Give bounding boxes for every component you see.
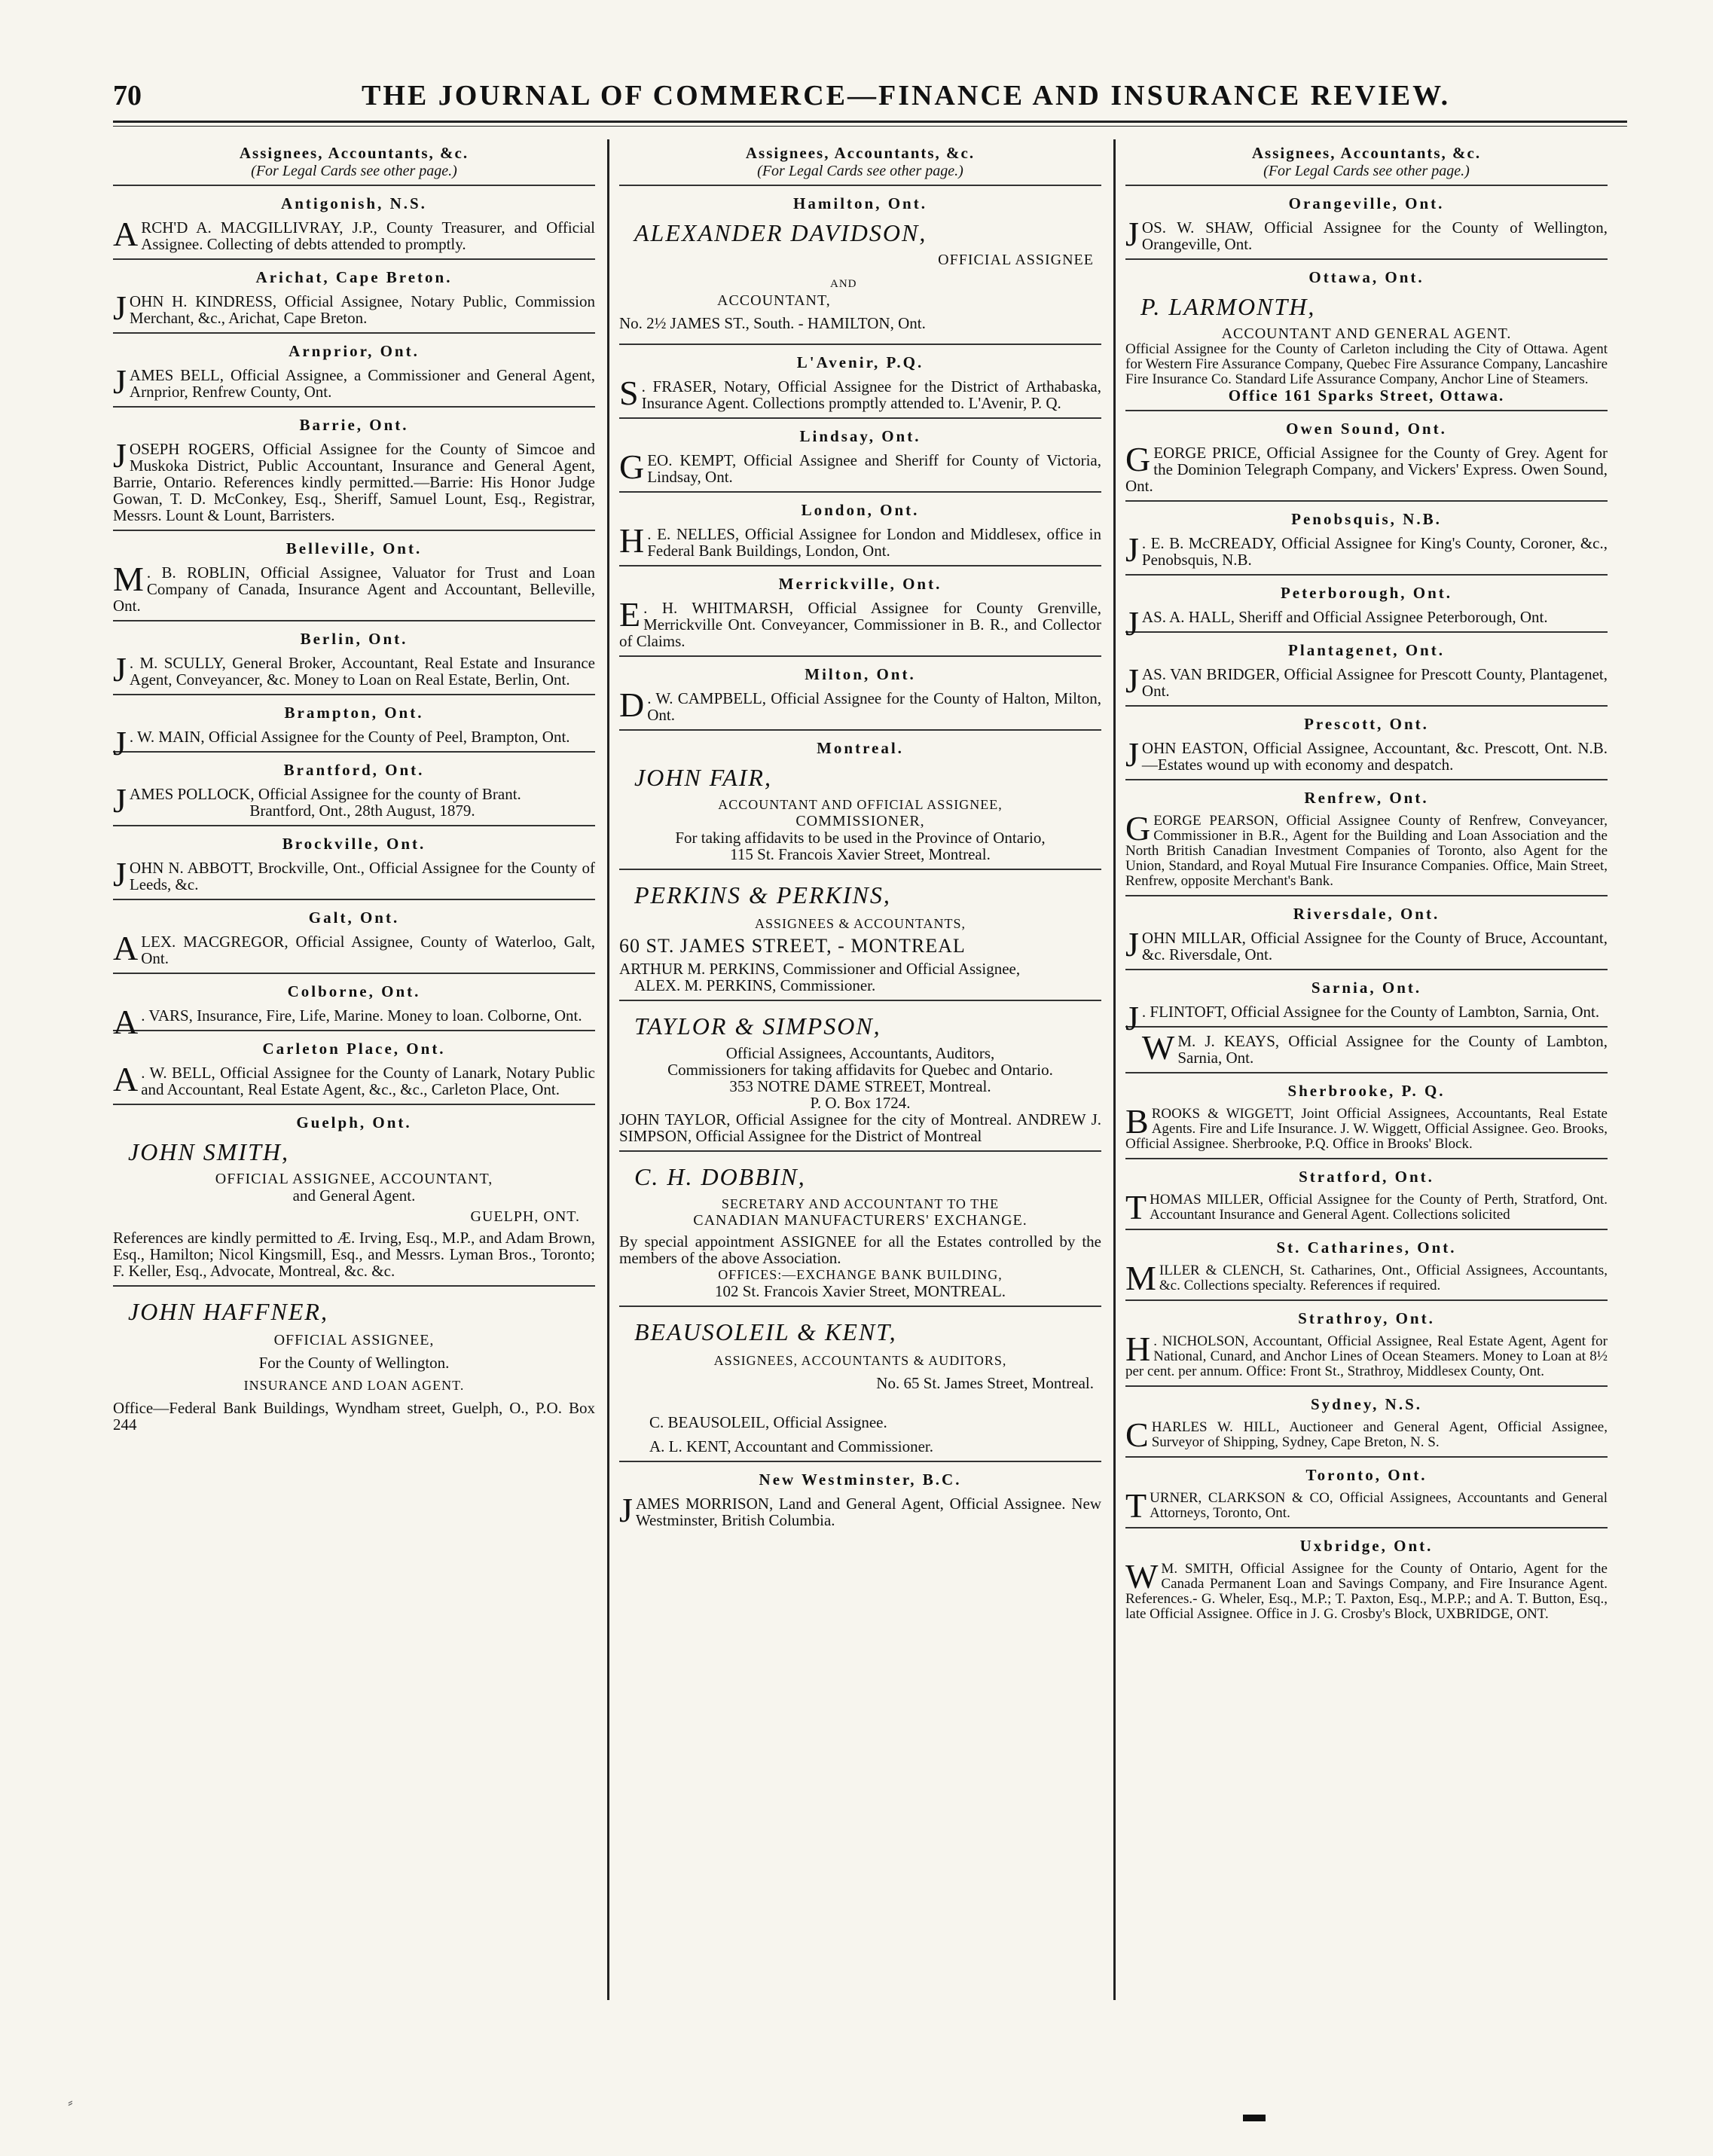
initial-letter: J: [1125, 215, 1139, 253]
initial-letter: B: [1125, 1102, 1149, 1141]
listing-body: Official Assignee for the County of Carleton including the City of Ottawa. Agent for Western Fire Assurance Company, Quebec Fire Assurance Company, Lancashire Fire Insurance Co. Standard Life Assurance Company, Anchor Line of Steamers.: [1125, 341, 1608, 387]
initial-letter: J: [1125, 925, 1139, 963]
listing-text: [1125, 215, 1608, 253]
place-name: Antigonish, N.S.: [281, 194, 427, 212]
listing-entry: [1125, 1072, 1608, 1158]
listing-body: URNER, CLARKSON & CO, Official Assignees, Accountants and General Attorneys, Toronto, Ont.: [1150, 1490, 1608, 1521]
listing-text: [1125, 604, 1608, 643]
place-name: L'Avenir, P.Q.: [796, 353, 924, 371]
listing-entry: [1125, 779, 1608, 895]
listing-entry: [113, 825, 595, 899]
initial-letter: J: [619, 1491, 633, 1529]
initial-letter: J: [113, 724, 127, 762]
listing-text: [1125, 735, 1608, 774]
listing-text: [113, 436, 595, 524]
listing-text: [113, 650, 595, 689]
listing-entry: [619, 565, 1101, 655]
listing-text: [113, 560, 595, 615]
place-name: Montreal.: [817, 739, 904, 757]
initial-letter: J: [113, 289, 127, 327]
initial-letter: C: [1125, 1415, 1149, 1454]
listing-location: GUELPH, ONT.: [470, 1208, 580, 1225]
listing-entry: [1125, 1158, 1608, 1229]
column-subheading: (For Legal Cards see other page.): [1263, 163, 1470, 179]
column-2: [619, 139, 1101, 2000]
place-name: Toronto, Ont.: [1305, 1466, 1428, 1484]
listing-title: ASSIGNEES & ACCOUNTANTS,: [754, 916, 966, 931]
listing-body: . FLINTOFT, Official Assignee for the County of Lambton, Sarnia, Ont.: [1141, 1003, 1600, 1021]
initial-letter: A: [113, 1003, 139, 1041]
listing-entry: [113, 1285, 595, 1439]
listing-entry: [113, 332, 595, 406]
place-name: Guelph, Ont.: [296, 1113, 412, 1131]
listing-text: [113, 929, 595, 967]
listing-text: [619, 686, 1101, 724]
listing-body: . VARS, Insurance, Fire, Life, Marine. Money to loan. Colborne, Ont.: [141, 1006, 582, 1025]
listing-title: ASSIGNEES, ACCOUNTANTS & AUDITORS,: [713, 1353, 1007, 1368]
place-name: Arnprior, Ont.: [289, 342, 420, 360]
listing-address: No. 65 St. James Street, Montreal.: [876, 1374, 1094, 1392]
listing-text: [619, 447, 1101, 486]
listing-entry: [113, 1030, 595, 1104]
initial-letter: H: [619, 521, 645, 560]
listing-body: . NICHOLSON, Accountant, Official Assignee, Real Estate Agent, Agent for National, Cunard, and Anchor Lines of Ocean Steamers. Money to Loan at 8½ per cent. per annum. Office: Front St., Strathroy, Middlesex County, Ont.: [1125, 1333, 1608, 1379]
place-name: Arichat, Cape Breton.: [255, 268, 453, 286]
listing-entry: [113, 694, 595, 762]
column-heading: Assignees, Accountants, &c.: [1251, 144, 1482, 162]
initial-letter: J: [1125, 661, 1139, 700]
display-name: PERKINS & PERKINS,: [634, 881, 891, 909]
listing-text: [113, 215, 595, 253]
listing-body: EO. KEMPT, Official Assignee and Sheriff for County of Victoria, Lindsay, Ont.: [647, 451, 1101, 486]
listing-body: C. BEAUSOLEIL, Official Assignee.: [649, 1413, 887, 1431]
scan-artifact: ⸗: [68, 2094, 73, 2111]
listing-entry: [619, 1150, 1101, 1306]
listing-subtitle: For taking affidavits to be used in the Province of Ontario,: [675, 829, 1046, 847]
listing-text: [1125, 1486, 1608, 1525]
header-rule-thin: [113, 126, 1627, 127]
initial-letter: G: [1125, 440, 1151, 478]
listing-body: . FRASER, Notary, Official Assignee for the District of Arthabaska, Insurance Agent. Collections promptly attended to. L'Avenir, P. Q.: [641, 377, 1101, 412]
column-subheading: (For Legal Cards see other page.): [251, 163, 457, 179]
place-name: Owen Sound, Ont.: [1286, 420, 1447, 438]
initial-letter: W: [1141, 1028, 1175, 1067]
listing-entry: [1125, 705, 1608, 779]
listing-entry: [1125, 1385, 1608, 1456]
listing-entry: [619, 1461, 1101, 1535]
listing-address: OFFICES:—EXCHANGE BANK BUILDING,: [718, 1267, 1003, 1282]
listing-body: AMES BELL, Official Assignee, a Commissioner and General Agent, Arnprior, Renfrew County, Ont.: [129, 366, 595, 401]
listing-entry: [113, 751, 595, 825]
listing-body: A. L. KENT, Accountant and Commissioner.: [649, 1437, 933, 1455]
place-name: Prescott, Ont.: [1304, 715, 1429, 733]
listing-text: [1125, 1557, 1608, 1622]
listing-body: ARTHUR M. PERKINS, Commissioner and Official Assignee,: [619, 960, 1021, 978]
listing-entry: [1125, 185, 1608, 258]
listing-subtitle: Commissioners for taking affidavits for Quebec and Ontario.: [667, 1061, 1053, 1079]
listing-address: P. O. Box 1724.: [810, 1094, 911, 1112]
listing-text: [1125, 1028, 1608, 1067]
place-name: Sarnia, Ont.: [1311, 979, 1422, 997]
place-name: Hamilton, Ont.: [793, 194, 927, 212]
columns: [113, 139, 1627, 2000]
listing-entry: [619, 1000, 1101, 1150]
listing-title: COMMISSIONER,: [795, 813, 925, 829]
listing-entry: [619, 417, 1101, 491]
listing-body: AS. VAN BRIDGER, Official Assignee for Prescott County, Plantagenet, Ont.: [1141, 665, 1608, 700]
listing-entry: [113, 530, 595, 620]
place-name: Peterborough, Ont.: [1280, 584, 1453, 602]
listing-text: [1125, 1102, 1608, 1152]
listing-entry: [1125, 631, 1608, 705]
place-name: Sydney, N.S.: [1310, 1395, 1423, 1413]
listing-body: OHN H. KINDRESS, Official Assignee, Notary Public, Commission Merchant, &c., Arichat, Cape Breton.: [129, 292, 595, 327]
initial-letter: W: [1125, 1557, 1159, 1596]
listing-body: . W. BELL, Official Assignee for the County of Lanark, Notary Public and Accountant, Real Estate Agent, &c., &c., Carleton Place, Ont.: [141, 1064, 595, 1098]
listing-body: . W. CAMPBELL, Official Assignee for the County of Halton, Milton, Ont.: [647, 689, 1101, 724]
column-1: [113, 139, 595, 2000]
listing-text: [113, 1003, 595, 1041]
listing-text: [1125, 530, 1608, 569]
listing-body: By special appointment ASSIGNEE for all the Estates controlled by the members of the above Association.: [619, 1232, 1101, 1267]
initial-letter: J: [1125, 604, 1139, 643]
listing-entry: [619, 729, 1101, 869]
listing-body: OHN MILLAR, Official Assignee for the County of Bruce, Accountant, &c. Riversdale, Ont.: [1141, 929, 1608, 963]
listing-body: LEX. MACGREGOR, Official Assignee, County of Waterloo, Galt, Ont.: [141, 933, 595, 967]
column-heading: Assignees, Accountants, &c.: [745, 144, 976, 162]
page-header: [113, 79, 1642, 117]
place-name: Berlin, Ont.: [300, 630, 408, 648]
column-heading: Assignees, Accountants, &c.: [239, 144, 469, 162]
listing-body: RCH'D A. MACGILLIVRAY, J.P., County Treasurer, and Official Assignee. Collecting of debts attended to promptly.: [141, 218, 595, 253]
listing-title: SECRETARY AND ACCOUNTANT TO THE: [721, 1196, 1000, 1211]
header-rule: [113, 121, 1627, 123]
listing-body: ROOKS & WIGGETT, Joint Official Assignees, Accountants, Real Estate Agents. Fire and Life Insurance. J. W. Wiggett, Official Assignee. Geo. Brooks, Official Assignee. Sherbrooke, P.Q. Office in Brooks' Block.: [1125, 1106, 1608, 1152]
listing-address: 102 St. Francois Xavier Street, MONTREAL.: [714, 1282, 1006, 1300]
listing-entry: [1125, 500, 1608, 574]
listing-address: 60 ST. JAMES STREET, - MONTREAL: [619, 935, 966, 957]
listing-text: [1125, 999, 1608, 1037]
listing-entry: [113, 899, 595, 973]
listing-entry: [619, 344, 1101, 417]
place-name: Lindsay, Ont.: [799, 427, 921, 445]
listing-text: [113, 855, 595, 893]
initial-letter: H: [1125, 1330, 1151, 1368]
place-name: Brockville, Ont.: [282, 835, 426, 853]
listing-body: Office—Federal Bank Buildings, Wyndham street, Guelph, O., P.O. Box 244: [113, 1399, 595, 1434]
display-name: JOHN FAIR,: [634, 764, 772, 791]
initial-letter: A: [113, 1060, 139, 1098]
listing-entry: [619, 655, 1101, 729]
listing-body: OSEPH ROGERS, Official Assignee for the County of Simcoe and Muskoka District, Public Accountant, Insurance and General Agent, Barrie, Ontario. References kindly permitted.—Barrie: His Honor Judge Gowan, T. D. McConkey, Esq., Sheriff, Samuel Lount, Esq., Registrar, Messrs. Lount & Lount, Barristers.: [113, 440, 595, 524]
listing-date: Brantford, Ont., 28th August, 1879.: [249, 802, 475, 820]
listing-address: No. 2½ JAMES ST., South. - HAMILTON, Ont.: [619, 314, 926, 332]
place-name: Milton, Ont.: [805, 665, 916, 683]
initial-letter: G: [1125, 809, 1151, 847]
place-name: Penobsquis, N.B.: [1291, 510, 1442, 528]
listing-text: [1125, 440, 1608, 495]
listing-body: . B. ROBLIN, Official Assignee, Valuator for Trust and Loan Company of Canada, Insurance Agent and Accountant, Belleville, Ont.: [113, 563, 595, 615]
place-name: Galt, Ont.: [308, 909, 400, 927]
initial-letter: J: [113, 362, 127, 401]
listing-entry: [1125, 258, 1608, 410]
listing-entry: [1125, 1026, 1608, 1072]
listing-text: [113, 724, 595, 762]
listing-entry: [1125, 1299, 1608, 1385]
listing-title: ACCOUNTANT AND GENERAL AGENT.: [1221, 325, 1512, 342]
listing-body: JOHN TAYLOR, Official Assignee for the city of Montreal. ANDREW J. SIMPSON, Official Assignee for the District of Montreal: [619, 1110, 1101, 1145]
initial-letter: J: [1125, 999, 1139, 1037]
listing-address: Office 161 Sparks Street, Ottawa.: [1228, 386, 1505, 405]
listing-body: OS. W. SHAW, Official Assignee for the County of Wellington, Orangeville, Ont.: [1141, 218, 1608, 253]
listing-subtitle: ACCOUNTANT,: [717, 292, 831, 309]
listing-body: ILLER & CLENCH, St. Catharines, Ont., Official Assignees, Accountants, &c. Collections specialty. References if required.: [1159, 1263, 1608, 1293]
listing-text: [1125, 1415, 1608, 1454]
listing-text: [113, 289, 595, 327]
listing-text: [1125, 925, 1608, 963]
listing-body: . H. WHITMARSH, Official Assignee for County Grenville, Merrickville Ont. Conveyancer, Commissioner in B. R., and Collector of Claims.: [619, 599, 1101, 650]
listing-body: AMES MORRISON, Land and General Agent, Official Assignee. New Westminster, British Columbia.: [635, 1495, 1101, 1529]
place-name: Carleton Place, Ont.: [262, 1040, 446, 1058]
listing-entry: [113, 185, 595, 258]
place-name: Belleville, Ont.: [286, 539, 423, 557]
display-name: ALEXANDER DAVIDSON,: [634, 219, 927, 246]
listing-entry: [113, 620, 595, 694]
display-name: JOHN SMITH,: [128, 1138, 289, 1165]
display-name: TAYLOR & SIMPSON,: [634, 1012, 881, 1040]
initial-letter: J: [1125, 735, 1139, 774]
place-name: London, Ont.: [801, 501, 920, 519]
listing-text: [1125, 809, 1608, 889]
listing-body: M. J. KEAYS, Official Assignee for the County of Lambton, Sarnia, Ont.: [1177, 1032, 1608, 1067]
initial-letter: J: [113, 650, 127, 689]
initial-letter: J: [113, 855, 127, 893]
listing-body: HARLES W. HILL, Auctioneer and General Agent, Official Assignee, Surveyor of Shipping, Sydney, Cape Breton, N. S.: [1151, 1419, 1608, 1450]
listing-entry: [619, 1306, 1101, 1461]
place-name: Riversdale, Ont.: [1293, 905, 1440, 923]
listing-title: ACCOUNTANT AND OFFICIAL ASSIGNEE,: [718, 797, 1003, 812]
initial-letter: T: [1125, 1486, 1147, 1525]
place-name: Stratford, Ont.: [1299, 1168, 1434, 1186]
listing-text: [619, 595, 1101, 650]
listing-body: ALEX. M. PERKINS, Commissioner.: [634, 976, 876, 994]
listing-subtitle: AND: [830, 278, 857, 290]
initial-letter: D: [619, 686, 645, 724]
display-name: JOHN HAFFNER,: [128, 1298, 328, 1325]
initial-letter: T: [1125, 1188, 1147, 1226]
listing-body: EORGE PEARSON, Official Assignee County of Renfrew, Conveyancer, Commissioner in B.R., Agent for the Building and Loan Association and the North British Canadian Investment Companies of Toronto, also Agent for the Union, Standard, and Royal Mutual Fire Insurance Companies. Office, Main Street, Renfrew, opposite Merchant's Bank.: [1125, 813, 1608, 889]
listing-text: [113, 362, 595, 401]
listing-text: [1125, 1188, 1608, 1226]
initial-letter: J: [113, 781, 127, 820]
listing-text: [619, 1491, 1101, 1529]
listing-body: . E. B. McCREADY, Official Assignee for King's County, Coroner, &c., Penobsquis, N.B.: [1141, 534, 1608, 569]
display-name: BEAUSOLEIL & KENT,: [634, 1318, 897, 1345]
page-number: 70: [113, 80, 142, 111]
column-divider: [1113, 139, 1116, 2000]
listing-text: [619, 374, 1101, 412]
listing-body: HOMAS MILLER, Official Assignee for the County of Perth, Stratford, Ont. Accountant Insurance and General Agent. Collections solicited: [1150, 1192, 1608, 1223]
listing-body: . M. SCULLY, General Broker, Accountant, Real Estate and Insurance Agent, Conveyancer, &c. Money to Loan on Real Estate, Berlin, Ont.: [129, 654, 595, 689]
column-3: [1125, 139, 1608, 2000]
listing-entry: [619, 185, 1101, 344]
place-name: Barrie, Ont.: [299, 416, 409, 434]
initial-letter: S: [619, 374, 639, 412]
place-name: Orangeville, Ont.: [1288, 194, 1445, 212]
initial-letter: M: [113, 560, 144, 598]
place-name: New Westminster, B.C.: [759, 1470, 962, 1489]
listing-text: [113, 1060, 595, 1098]
listing-body: AS. A. HALL, Sheriff and Official Assignee Peterborough, Ont.: [1141, 608, 1548, 626]
initial-letter: A: [113, 929, 139, 967]
initial-letter: G: [619, 447, 645, 486]
place-name: Uxbridge, Ont.: [1299, 1537, 1434, 1555]
listing-text: [1125, 1330, 1608, 1379]
listing-entry: [113, 406, 595, 530]
journal-title: THE JOURNAL OF COMMERCE—FINANCE AND INSURANCE REVIEW.: [362, 80, 1451, 111]
listing-entry: [113, 258, 595, 332]
ink-smudge: ▬: [1243, 2102, 1266, 2127]
listing-title: OFFICIAL ASSIGNEE: [938, 252, 1094, 268]
listing-subtitle: INSURANCE AND LOAN AGENT.: [243, 1378, 465, 1393]
place-name: Plantagenet, Ont.: [1288, 641, 1445, 659]
listing-entry: [113, 1104, 595, 1285]
listing-title: Official Assignees, Accountants, Auditors,: [725, 1044, 995, 1062]
listing-entry: [113, 973, 595, 1041]
place-name: Brampton, Ont.: [284, 704, 424, 722]
place-name: Ottawa, Ont.: [1308, 268, 1424, 286]
listing-entry: [1125, 969, 1608, 1037]
listing-body: AMES POLLOCK, Official Assignee for the county of Brant.: [129, 785, 521, 803]
listing-entry: [1125, 574, 1608, 643]
place-name: Sherbrooke, P. Q.: [1287, 1082, 1446, 1100]
initial-letter: J: [1125, 530, 1139, 569]
place-name: Renfrew, Ont.: [1304, 789, 1429, 807]
listing-body: OHN EASTON, Official Assignee, Accountant, &c. Prescott, Ont. N.B.—Estates wound up with economy and despatch.: [1141, 739, 1608, 774]
listing-body: . W. MAIN, Official Assignee for the County of Peel, Brampton, Ont.: [129, 728, 570, 746]
place-name: Colborne, Ont.: [287, 982, 421, 1000]
listing-text: [1125, 1259, 1608, 1297]
listing-text: [1125, 661, 1608, 700]
place-name: Merrickville, Ont.: [778, 575, 942, 593]
listing-title: CANADIAN MANUFACTURERS' EXCHANGE.: [693, 1212, 1027, 1229]
display-name: C. H. DOBBIN,: [634, 1163, 806, 1190]
initial-letter: J: [113, 436, 127, 475]
listing-body: . E. NELLES, Official Assignee for London and Middlesex, office in Federal Bank Buildings, London, Ont.: [647, 525, 1101, 560]
display-name: P. LARMONTH,: [1140, 293, 1316, 320]
place-name: St. Catharines, Ont.: [1276, 1238, 1457, 1257]
column-subheading: (For Legal Cards see other page.): [757, 163, 963, 179]
place-name: Strathroy, Ont.: [1298, 1309, 1435, 1327]
listing-subtitle: and General Agent.: [292, 1186, 416, 1205]
listing-title: OFFICIAL ASSIGNEE,: [273, 1332, 435, 1348]
listing-body: References are kindly permitted to Æ. Irving, Esq., M.P., and Adam Brown, Esq., Hamilton; Nicol Kingsmill, Esq., and Messrs. Lyman Bros., Toronto; F. Keller, Esq., Advocate, Montreal, &c. &c.: [113, 1229, 595, 1280]
listing-body: OHN N. ABBOTT, Brockville, Ont., Official Assignee for the County of Leeds, &c.: [129, 859, 595, 893]
initial-letter: A: [113, 215, 139, 253]
column-divider: [607, 139, 609, 2000]
listing-entry: [1125, 1456, 1608, 1527]
place-name: Brantford, Ont.: [283, 761, 425, 779]
listing-entry: [619, 491, 1101, 565]
listing-body: M. SMITH, Official Assignee for the County of Ontario, Agent for the Canada Permanent Loan and Savings Company, and Fire Insurance Agent. References.- G. Wheler, Esq., M.P.; T. Paxton, Esq., M.P.P.; and A. T. Button, Esq., late Official Assignee. Office in J. G. Crosby's Block, UXBRIDGE, ONT.: [1125, 1561, 1608, 1622]
listing-entry: [1125, 1527, 1608, 1628]
listing-entry: [619, 869, 1101, 1000]
listing-title: OFFICIAL ASSIGNEE, ACCOUNTANT,: [215, 1171, 493, 1187]
listing-entry: [1125, 895, 1608, 969]
listing-text: [619, 521, 1101, 560]
listing-subtitle: For the County of Wellington.: [258, 1354, 450, 1372]
initial-letter: M: [1125, 1259, 1156, 1297]
listing-entry: [1125, 410, 1608, 500]
listing-entry: [1125, 1229, 1608, 1299]
listing-body: EORGE PRICE, Official Assignee for the County of Grey. Agent for the Dominion Telegraph Company, and Vickers' Express. Owen Sound, Ont.: [1125, 444, 1608, 495]
initial-letter: E: [619, 595, 641, 634]
listing-address: 115 St. Francois Xavier Street, Montreal.: [730, 845, 991, 863]
listing-address: 353 NOTRE DAME STREET, Montreal.: [729, 1077, 991, 1095]
